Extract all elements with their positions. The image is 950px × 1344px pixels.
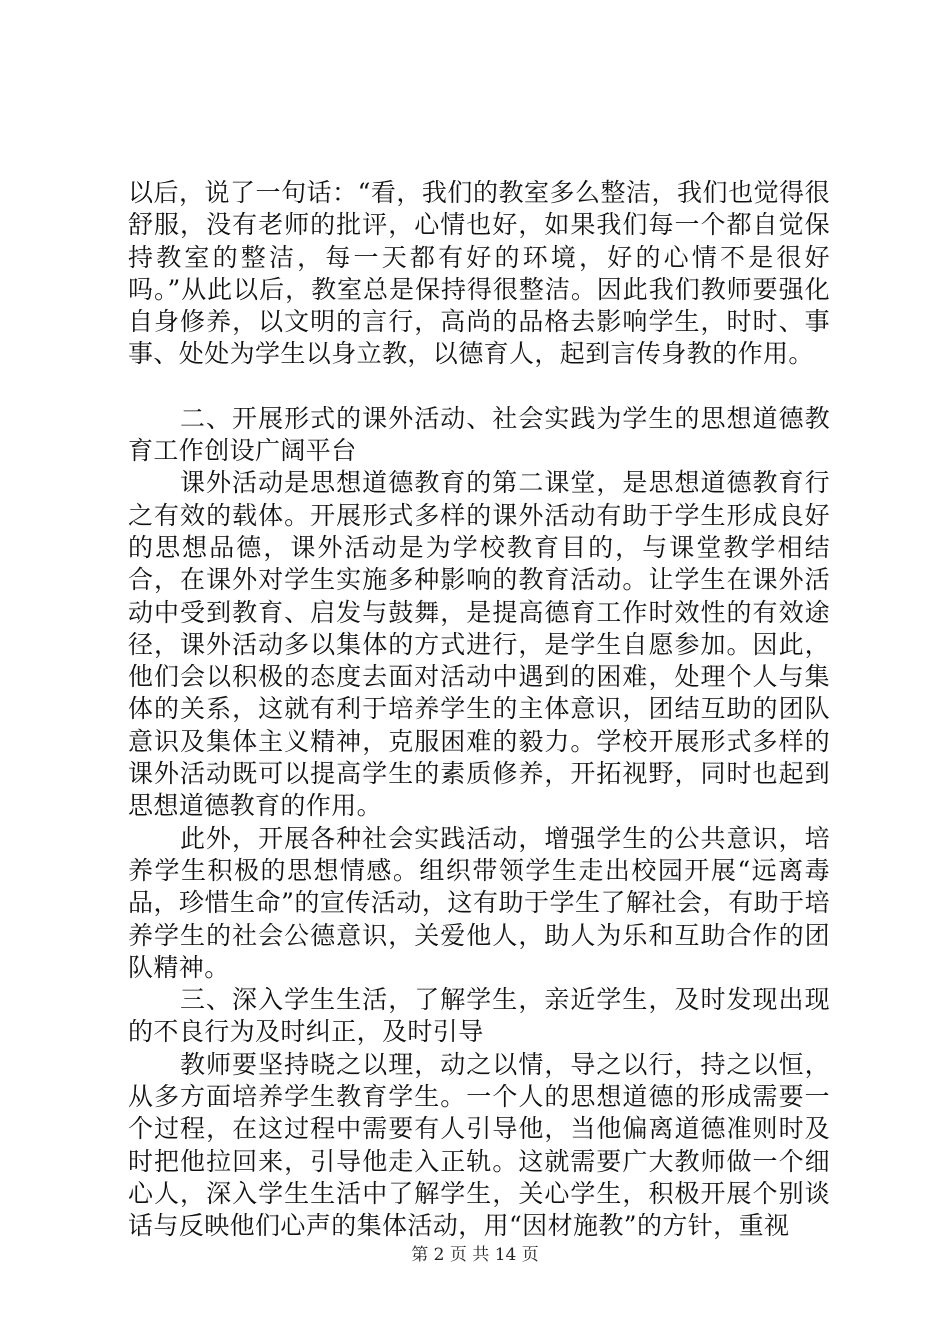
paragraph-extracurricular: 课外活动是思想道德教育的第二课堂，是思想道德教育行之有效的载体。开展形式多样的课外活动有助于学生形成良好的思想品德，课外活动是为学校教育目的，与课堂教学相结合，在课外对学生实施多种影响的教育活动。让学生在课外活动中受到教育、启发与鼓舞，是提高德育工作时效性的有效途径，课外活动多以集体的方式进行，是学生自愿参加。因此，他们会以积极的态度去面对活动中遇到的困难，处理个人与集体的关系，这就有利于培养学生的主体意识，团结互助的团队意识及集体主义精神，克服困难的毅力。学校开展形式多样的课外活动既可以提高学生的素质修养，开拓视野，同时也起到思想道德教育的作用。	[128, 468, 830, 821]
paragraph-continuation: 以后，说了一句话：“看，我们的教室多么整洁，我们也觉得很舒服，没有老师的批评，心情也好，如果我们每一个都自觉保持教室的整洁，每一天都有好的环境，好的心情不是很好吗。”从此以后，教室总是保持得很整洁。因此我们教师要强化自身修养，以文明的言行，高尚的品格去影响学生，时时、事事、处处为学生以身立教，以德育人，起到言传身教的作用。	[128, 178, 830, 369]
paragraph-teacher-guidance: 教师要坚持晓之以理，动之以情，导之以行，持之以恒，从多方面培养学生教育学生。一个人的思想道德的形成需要一个过程，在这过程中需要有人引导他，当他偏离道德准则时及时把他拉回来，引导他走入正轨。这就需要广大教师做一个细心人，深入学生生活中了解学生，关心学生，积极开展个别谈话与反映他们心声的集体活动，用“因材施教”的方针，重视	[128, 1049, 830, 1241]
section-heading-two: 二、开展形式的课外活动、社会实践为学生的思想道德教育工作创设广阔平台	[128, 403, 830, 466]
document-body	[128, 177, 830, 1243]
page-number-footer: 第 2 页 共 14 页	[411, 1245, 539, 1265]
paragraph-social-practice: 此外，开展各种社会实践活动，增强学生的公共意识，培养学生积极的思想情感。组织带领学生走出校园开展“远离毒品，珍惜生命”的宣传活动，这有助于学生了解社会，有助于培养学生的社会公德意识，关爱他人，助人为乐和互助合作的团队精神。	[128, 823, 830, 982]
section-heading-three: 三、深入学生生活，了解学生，亲近学生，及时发现出现的不良行为及时纠正，及时引导	[128, 985, 830, 1047]
